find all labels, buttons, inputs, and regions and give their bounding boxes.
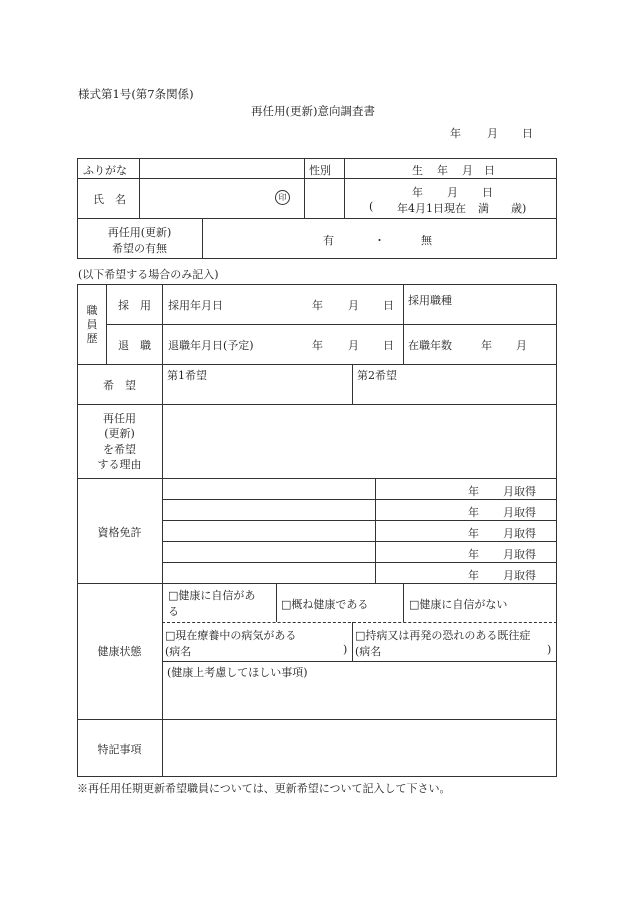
age-unit: 歳) [511,202,527,215]
seal-mark: 印 [275,190,290,205]
license-month: 月取得 [503,527,536,540]
name-label: 氏 名 [93,193,126,206]
wish-yes: 有 [323,234,334,247]
health-option-mostly-healthy[interactable]: □概ね健康である [281,598,369,611]
tenure-year: 年 [481,339,492,352]
reason-line-1: 再任用 [103,412,136,425]
hope-first: 第1希望 [167,369,207,382]
remarks-label: 特記事項 [97,743,142,756]
hire-year: 年 [312,299,323,312]
retire-label: 退 職 [118,339,151,352]
license-year: 年 [468,569,479,582]
hire-job-label: 採用職種 [408,294,452,307]
age-text: 年4月1日現在 [397,202,466,215]
reason-line-3: を希望 [103,443,136,456]
health-option-not-confident[interactable]: □健康に自信がない [409,598,508,611]
age-man: 満 [478,202,489,215]
reason-line-2: (更新) [104,427,135,440]
license-month: 月取得 [503,506,536,519]
hire-label: 採 用 [118,299,151,312]
license-year: 年 [468,506,479,519]
sex-label: 性別 [309,164,331,177]
note-only: (以下希望する場合のみ記入) [78,268,219,281]
license-month: 月取得 [503,485,536,498]
age-open: ( [369,200,374,213]
hire-day: 日 [383,299,394,312]
date-day-label: 日 [482,186,493,199]
form-title: 再任用(更新)意向調査書 [251,104,375,118]
license-label: 資格免許 [97,526,142,539]
license-year: 年 [468,548,479,561]
license-month: 月取得 [503,548,536,561]
health-option-confident-cont: る [168,605,179,618]
health-option-under-treatment[interactable]: □現在療養中の病気がある [165,629,297,642]
wish-label-1: 再任用(更新) [107,226,172,239]
birth-day: 日 [484,164,495,177]
birth-month: 月 [462,164,473,177]
furigana-label: ふりがな [83,164,127,177]
retire-month: 月 [348,339,359,352]
date-day: 日 [522,127,533,140]
reason-line-4: する理由 [97,458,142,471]
health-disease-name-1: (病名 [165,645,192,658]
license-year: 年 [468,485,479,498]
date-month-label: 月 [447,186,458,199]
career-label: 職員歴 [86,304,98,345]
form-number: 様式第1号(第7条関係) [78,87,194,101]
hope-label: 希 望 [103,379,136,392]
health-disease-close-2: ) [547,643,552,656]
date-year-label: 年 [412,186,423,199]
retire-day: 日 [383,339,394,352]
tenure-month: 月 [516,339,527,352]
hope-second: 第2希望 [357,369,397,382]
hire-month: 月 [348,299,359,312]
license-year: 年 [468,527,479,540]
health-disease-close-1: ) [343,643,348,656]
hire-date-label: 採用年月日 [168,299,223,312]
health-consider-label: (健康上考慮してほしい事項) [167,666,308,679]
wish-label-2: 希望の有無 [112,242,167,255]
health-disease-name-2: (病名 [355,645,382,658]
health-option-confident[interactable]: □健康に自信があ [168,589,256,602]
birth-label: 生 [412,164,423,177]
health-label: 健康状態 [97,645,142,658]
license-month: 月取得 [503,569,536,582]
retire-date-label: 退職年月日(予定) [168,339,254,352]
retire-year: 年 [312,339,323,352]
wish-dot: ・ [374,234,385,247]
birth-year: 年 [437,164,448,177]
wish-no: 無 [421,234,432,247]
date-year: 年 [450,127,461,140]
footnote: ※再任用任期更新希望職員については、更新希望について記入して下さい。 [77,782,451,795]
health-option-chronic[interactable]: □持病又は再発の恐れのある既往症 [355,629,531,642]
date-month: 月 [487,127,498,140]
tenure-label: 在職年数 [408,339,452,352]
